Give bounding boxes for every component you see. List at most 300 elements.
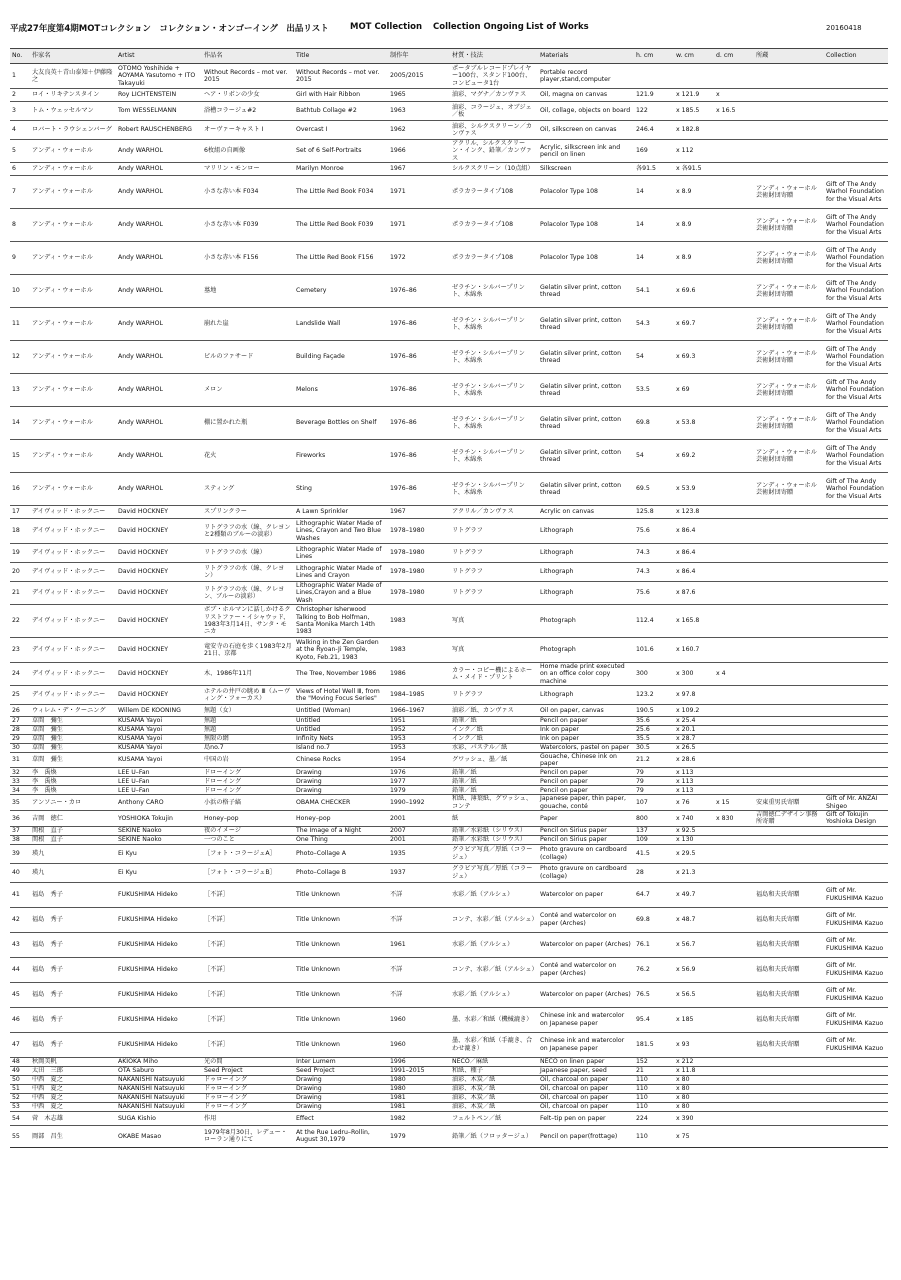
cell-height: 152 (634, 1057, 674, 1066)
cell-artist: Roy LICHTENSTEIN (116, 89, 202, 102)
cell-height: 54 (634, 439, 674, 472)
cell-title-ja: リトグラフの水（線、クレヨン） (202, 562, 294, 581)
cell-depth (714, 581, 754, 604)
cell-collection: Gift of Mr. ANZAI Shigeo (824, 795, 888, 811)
table-row (10, 241, 888, 274)
cell-collection-ja (754, 844, 824, 863)
cell-collection-ja: 安東重男氏寄贈 (754, 795, 824, 811)
table-row (10, 863, 888, 882)
cell-artist: LEE U–Fan (116, 768, 202, 777)
header-collection: Collection (824, 49, 888, 64)
cell-collection-ja (754, 89, 824, 102)
cell-artist: KUSAMA Yayoi (116, 743, 202, 752)
cell-collection-ja (754, 662, 824, 685)
cell-title: Untitled (294, 725, 388, 734)
cell-no: 34 (10, 786, 30, 795)
cell-width: x 80 (674, 1084, 714, 1093)
table-body (10, 64, 888, 1148)
cell-title: Without Records – mot ver. 2015 (294, 64, 388, 89)
cell-width: x 86.4 (674, 518, 714, 543)
cell-materials: Home made print executed on an office color copy machine (538, 662, 634, 685)
cell-year: 1971 (388, 208, 450, 241)
cell-no: 17 (10, 505, 30, 518)
cell-title: Photo–Collage A (294, 844, 388, 863)
cell-height: 75.6 (634, 581, 674, 604)
cell-collection-ja: アンディ・ウォーホル芸術財団寄贈 (754, 241, 824, 274)
cell-depth (714, 704, 754, 716)
cell-artist: LEE U–Fan (116, 777, 202, 786)
cell-height: 224 (634, 1111, 674, 1125)
cell-title: Cemetery (294, 274, 388, 307)
cell-width: x 212 (674, 1057, 714, 1066)
cell-materials: Polacolor Type 108 (538, 208, 634, 241)
title-english-1: MOT Collection (350, 22, 423, 32)
cell-width: x 123.8 (674, 505, 714, 518)
cell-no: 21 (10, 581, 30, 604)
cell-title-ja: ［不詳］ (202, 882, 294, 907)
cell-year: 1937 (388, 863, 450, 882)
cell-title: Title Unknown (294, 982, 388, 1007)
cell-collection-ja (754, 1075, 824, 1084)
cell-depth (714, 208, 754, 241)
cell-depth (714, 637, 754, 662)
cell-collection: Gift of The Andy Warhol Foundation for the Visual Arts (824, 274, 888, 307)
cell-materials-ja: 水彩、パステル／紙 (450, 743, 538, 752)
cell-artist-ja: 中西 夏之 (30, 1084, 116, 1093)
cell-materials-ja: 鉛筆／紙（フロッタージュ） (450, 1125, 538, 1147)
cell-title-ja: 島no.7 (202, 743, 294, 752)
cell-depth (714, 1075, 754, 1084)
cell-materials: Oil, charcoal on paper (538, 1093, 634, 1102)
cell-artist-ja: アンディ・ウォーホル (30, 472, 116, 505)
cell-artist: SUGA Kishio (116, 1111, 202, 1125)
cell-collection-ja (754, 505, 824, 518)
header-collection-ja: 所蔵 (754, 49, 824, 64)
cell-materials: Acrylic on canvas (538, 505, 634, 518)
cell-width: x 各91.5 (674, 162, 714, 175)
cell-materials-ja: シルクスクリーン（10点組） (450, 162, 538, 175)
cell-no: 20 (10, 562, 30, 581)
cell-height: 30.5 (634, 743, 674, 752)
cell-year: 1978–1980 (388, 543, 450, 562)
cell-artist: NAKANISHI Natsuyuki (116, 1102, 202, 1111)
cell-artist: FUKUSHIMA Hideko (116, 882, 202, 907)
cell-depth (714, 982, 754, 1007)
cell-title-ja: ヘア・リボンの少女 (202, 89, 294, 102)
cell-collection: Gift of The Andy Warhol Foundation for the Visual Arts (824, 373, 888, 406)
cell-artist: AKIOKA Miho (116, 1057, 202, 1066)
cell-title: Effect (294, 1111, 388, 1125)
cell-artist-ja: アンディ・ウォーホル (30, 208, 116, 241)
cell-collection: Gift of Mr. FUKUSHIMA Kazuo (824, 982, 888, 1007)
cell-artist: David HOCKNEY (116, 662, 202, 685)
cell-title: Title Unknown (294, 932, 388, 957)
cell-height: 121.9 (634, 89, 674, 102)
cell-height: 各91.5 (634, 162, 674, 175)
cell-artist-ja: 福島 秀子 (30, 982, 116, 1007)
cell-title-ja: ［不詳］ (202, 932, 294, 957)
cell-title: Untitled (Woman) (294, 704, 388, 716)
cell-collection-ja (754, 543, 824, 562)
cell-title-ja: ドローイング (202, 768, 294, 777)
cell-materials-ja: 鉛筆／水彩紙（シリウス） (450, 835, 538, 844)
cell-height: 21.2 (634, 752, 674, 768)
cell-materials-ja: グラビア写真／厚紙（コラージュ） (450, 863, 538, 882)
cell-collection-ja: 福島和夫氏寄贈 (754, 1032, 824, 1057)
cell-artist: Ei Kyu (116, 844, 202, 863)
cell-depth (714, 241, 754, 274)
cell-no: 29 (10, 734, 30, 743)
cell-year: 1976–86 (388, 340, 450, 373)
cell-artist-ja: デイヴィッド・ホックニー (30, 662, 116, 685)
works-table (10, 48, 888, 1148)
cell-collection-ja (754, 637, 824, 662)
cell-no: 25 (10, 685, 30, 704)
cell-collection-ja (754, 64, 824, 89)
cell-materials: Photo gravure on cardboard (collage) (538, 863, 634, 882)
cell-artist: Willem DE KOONING (116, 704, 202, 716)
table-row (10, 89, 888, 102)
cell-height: 41.5 (634, 844, 674, 863)
cell-title: Lithographic Water Made of Lines (294, 543, 388, 562)
cell-materials-ja: ポラカラータイプ108 (450, 175, 538, 208)
cell-height: 54 (634, 340, 674, 373)
cell-artist: David HOCKNEY (116, 685, 202, 704)
cell-artist-ja: 草間 彌生 (30, 752, 116, 768)
cell-collection: Gift of Mr. FUKUSHIMA Kazuo (824, 932, 888, 957)
cell-no: 36 (10, 811, 30, 827)
cell-artist-ja: 福島 秀子 (30, 1007, 116, 1032)
cell-no: 37 (10, 826, 30, 835)
cell-materials-ja: インク／紙 (450, 734, 538, 743)
cell-depth (714, 140, 754, 163)
cell-width: x 130 (674, 835, 714, 844)
cell-title-ja: ドゥローイング (202, 1075, 294, 1084)
cell-title: Drawing (294, 777, 388, 786)
cell-title-ja: 無限の網 (202, 734, 294, 743)
cell-no: 54 (10, 1111, 30, 1125)
cell-materials-ja: 和紙、薄葉紙、グワッシュ、コンテ (450, 795, 538, 811)
cell-title: Island no.7 (294, 743, 388, 752)
cell-artist-ja: 福島 秀子 (30, 907, 116, 932)
cell-collection-ja: アンディ・ウォーホル芸術財団寄贈 (754, 472, 824, 505)
cell-depth: x 830 (714, 811, 754, 827)
cell-title-ja: 浴槽コラージュ#2 (202, 102, 294, 121)
cell-artist: Andy WARHOL (116, 140, 202, 163)
cell-title-ja: 無題 (202, 716, 294, 725)
cell-year: 1991–2015 (388, 1066, 450, 1075)
cell-materials: NECO on linen paper (538, 1057, 634, 1066)
cell-materials-ja: 鉛筆／紙 (450, 716, 538, 725)
cell-materials: Photo gravure on cardboard (collage) (538, 844, 634, 863)
cell-height: 21 (634, 1066, 674, 1075)
cell-height: 95.4 (634, 1007, 674, 1032)
cell-materials: Chinese ink and watercolor on Japanese paper (538, 1032, 634, 1057)
table-row (10, 811, 888, 827)
cell-materials-ja: リトグラフ (450, 581, 538, 604)
cell-year: 2001 (388, 835, 450, 844)
cell-title: Inter Lumem (294, 1057, 388, 1066)
cell-materials-ja: リトグラフ (450, 562, 538, 581)
cell-title: The Little Red Book F039 (294, 208, 388, 241)
cell-width: x 113 (674, 777, 714, 786)
cell-depth (714, 752, 754, 768)
cell-title: Seed Project (294, 1066, 388, 1075)
cell-no: 52 (10, 1093, 30, 1102)
cell-materials-ja: グラビア写真／厚紙（コラージュ） (450, 844, 538, 863)
cell-artist-ja: アンディ・ウォーホル (30, 340, 116, 373)
table-row (10, 835, 888, 844)
cell-collection (824, 704, 888, 716)
cell-materials: Pencil on paper (538, 777, 634, 786)
cell-collection-ja (754, 562, 824, 581)
cell-depth (714, 743, 754, 752)
cell-collection-ja (754, 604, 824, 637)
cell-collection (824, 1066, 888, 1075)
cell-height: 137 (634, 826, 674, 835)
cell-collection-ja (754, 1125, 824, 1147)
cell-depth (714, 863, 754, 882)
table-row (10, 1084, 888, 1093)
cell-title: Lithographic Water Made of Lines and Crayon (294, 562, 388, 581)
cell-title: Building Façade (294, 340, 388, 373)
cell-artist: OTA Saburo (116, 1066, 202, 1075)
cell-no: 26 (10, 704, 30, 716)
cell-year: 1953 (388, 743, 450, 752)
cell-materials: Oil, magna on canvas (538, 89, 634, 102)
cell-artist: Robert RAUSCHENBERG (116, 121, 202, 140)
cell-no: 55 (10, 1125, 30, 1147)
cell-no: 5 (10, 140, 30, 163)
cell-width: x 69.7 (674, 307, 714, 340)
cell-collection: Gift of Mr. FUKUSHIMA Kazuo (824, 907, 888, 932)
cell-title: Drawing (294, 1084, 388, 1093)
cell-year: 1962 (388, 121, 450, 140)
cell-collection (824, 562, 888, 581)
table-row (10, 786, 888, 795)
cell-depth (714, 1057, 754, 1066)
cell-no: 4 (10, 121, 30, 140)
cell-collection-ja (754, 826, 824, 835)
cell-collection (824, 637, 888, 662)
header-no: No. (10, 49, 30, 64)
cell-title: Set of 6 Self-Portraits (294, 140, 388, 163)
document-date: 20160418 (826, 24, 862, 32)
header-title-ja: 作品名 (202, 49, 294, 64)
cell-width: x 28.6 (674, 752, 714, 768)
cell-artist: YOSHIOKA Tokujin (116, 811, 202, 827)
cell-materials-ja: 写真 (450, 637, 538, 662)
cell-no: 53 (10, 1102, 30, 1111)
cell-collection-ja: 福島和夫氏寄贈 (754, 932, 824, 957)
cell-height: 109 (634, 835, 674, 844)
cell-materials-ja: NECO／麻紙 (450, 1057, 538, 1066)
cell-title-ja: ［不詳］ (202, 982, 294, 1007)
cell-collection-ja (754, 1102, 824, 1111)
cell-materials: Lithograph (538, 581, 634, 604)
cell-no: 40 (10, 863, 30, 882)
cell-no: 2 (10, 89, 30, 102)
table-row (10, 1032, 888, 1057)
cell-title: Honey–pop (294, 811, 388, 827)
cell-collection: Gift of Mr. FUKUSHIMA Kazuo (824, 882, 888, 907)
cell-height: 54.1 (634, 274, 674, 307)
cell-no: 49 (10, 1066, 30, 1075)
cell-title-ja: 一つのこと (202, 835, 294, 844)
cell-artist: David HOCKNEY (116, 637, 202, 662)
cell-title: Infinity Nets (294, 734, 388, 743)
cell-year: 1990–1992 (388, 795, 450, 811)
cell-materials-ja: コンテ、水彩／紙（アルシュ） (450, 907, 538, 932)
cell-year: 1983 (388, 604, 450, 637)
cell-width: x 165.8 (674, 604, 714, 637)
cell-depth (714, 121, 754, 140)
cell-height: 35.6 (634, 716, 674, 725)
cell-title: Bathtub Collage #2 (294, 102, 388, 121)
cell-artist-ja: 李 禹煥 (30, 786, 116, 795)
cell-collection-ja (754, 725, 824, 734)
cell-title-ja: 小浜の格子縞 (202, 795, 294, 811)
cell-collection (824, 863, 888, 882)
cell-height: 79 (634, 768, 674, 777)
cell-materials-ja: ゼラチン・シルバープリント、木綿糸 (450, 439, 538, 472)
cell-artist-ja: 関根 直子 (30, 835, 116, 844)
cell-no: 47 (10, 1032, 30, 1057)
cell-materials-ja: 油彩、木炭／紙 (450, 1075, 538, 1084)
cell-artist: Anthony CARO (116, 795, 202, 811)
cell-collection (824, 716, 888, 725)
cell-height: 181.5 (634, 1032, 674, 1057)
cell-width: x 20.1 (674, 725, 714, 734)
cell-title: Lithographic Water Made of Lines, Crayon and Two Blue Washes (294, 518, 388, 543)
cell-height: 123.2 (634, 685, 674, 704)
cell-title-ja: スプリンクラー (202, 505, 294, 518)
cell-depth (714, 505, 754, 518)
cell-title-ja: 夜のイメージ (202, 826, 294, 835)
cell-materials: Gelatin silver print, cotton thread (538, 340, 634, 373)
cell-collection-ja (754, 685, 824, 704)
cell-title: Sting (294, 472, 388, 505)
cell-materials: Oil on paper, canvas (538, 704, 634, 716)
table-row (10, 439, 888, 472)
cell-depth (714, 162, 754, 175)
cell-materials: Oil, charcoal on paper (538, 1084, 634, 1093)
cell-height: 74.3 (634, 562, 674, 581)
table-row (10, 725, 888, 734)
cell-artist-ja: アンディ・ウォーホル (30, 274, 116, 307)
cell-materials: Portable record player,stand,computer (538, 64, 634, 89)
cell-materials: Lithograph (538, 685, 634, 704)
cell-title: Title Unknown (294, 1007, 388, 1032)
cell-collection-ja: アンディ・ウォーホル芸術財団寄贈 (754, 274, 824, 307)
cell-title: Views of Hotel Well Ⅲ, from the "Moving Focus Series" (294, 685, 388, 704)
cell-title: Girl with Hair Ribbon (294, 89, 388, 102)
cell-depth (714, 685, 754, 704)
cell-width: x 53.9 (674, 472, 714, 505)
cell-width: x 8.9 (674, 208, 714, 241)
cell-title: Walking in the Zen Garden at the Ryoan-Ji Temple, Kyoto, Feb.21, 1983 (294, 637, 388, 662)
cell-title-ja: ［フォト・コラージュA］ (202, 844, 294, 863)
cell-artist: FUKUSHIMA Hideko (116, 957, 202, 982)
cell-materials: Pencil on paper(frottage) (538, 1125, 634, 1147)
cell-width: x 86.4 (674, 543, 714, 562)
cell-no: 1 (10, 64, 30, 89)
cell-materials: Pencil on Sirius paper (538, 826, 634, 835)
cell-depth (714, 543, 754, 562)
cell-collection (824, 1084, 888, 1093)
cell-collection-ja (754, 1066, 824, 1075)
cell-collection-ja: 福島和夫氏寄贈 (754, 1007, 824, 1032)
cell-materials-ja: 紙 (450, 811, 538, 827)
cell-width: x 56.9 (674, 957, 714, 982)
cell-no: 3 (10, 102, 30, 121)
cell-collection-ja (754, 1057, 824, 1066)
table-row (10, 581, 888, 604)
cell-title-ja: 小さな赤い本 F156 (202, 241, 294, 274)
cell-depth (714, 307, 754, 340)
table-row (10, 957, 888, 982)
table-row (10, 406, 888, 439)
cell-width: x 56.5 (674, 982, 714, 1007)
cell-artist-ja: デイヴィッド・ホックニー (30, 518, 116, 543)
cell-materials-ja: ポラカラータイプ108 (450, 208, 538, 241)
cell-height: 14 (634, 241, 674, 274)
cell-width: x 75 (674, 1125, 714, 1147)
cell-collection (824, 581, 888, 604)
cell-year: 1976–86 (388, 439, 450, 472)
cell-collection (824, 1075, 888, 1084)
cell-no: 19 (10, 543, 30, 562)
cell-year: 1954 (388, 752, 450, 768)
cell-collection: Gift of The Andy Warhol Foundation for the Visual Arts (824, 406, 888, 439)
cell-title-ja: リトグラフの水（線、クレヨン、ブルーの淡彩） (202, 581, 294, 604)
cell-width: x 92.5 (674, 826, 714, 835)
cell-height: 14 (634, 175, 674, 208)
cell-materials-ja: 油彩、シルクスクリーン／カンヴァス (450, 121, 538, 140)
cell-materials: Polacolor Type 108 (538, 175, 634, 208)
cell-materials: Pencil on paper (538, 786, 634, 795)
cell-materials: Chinese ink and watercolor on Japanese paper (538, 1007, 634, 1032)
cell-title-ja: 無題 (202, 725, 294, 734)
cell-depth (714, 725, 754, 734)
cell-height: 300 (634, 662, 674, 685)
cell-depth (714, 716, 754, 725)
cell-collection (824, 1093, 888, 1102)
cell-year: 1972 (388, 241, 450, 274)
cell-artist: OTOMO Yoshihide + AOYAMA Yasutomo + ITO Takayuki (116, 64, 202, 89)
cell-materials: Gelatin silver print, cotton thread (538, 472, 634, 505)
cell-materials-ja: 水彩／紙（アルシュ） (450, 982, 538, 1007)
cell-year: 1980 (388, 1075, 450, 1084)
header-year: 制作年 (388, 49, 450, 64)
cell-materials-ja: ゼラチン・シルバープリント、木綿糸 (450, 373, 538, 406)
cell-materials: Pencil on paper (538, 768, 634, 777)
cell-depth (714, 406, 754, 439)
cell-depth (714, 1093, 754, 1102)
table-row (10, 472, 888, 505)
cell-depth (714, 1125, 754, 1147)
cell-year: 2007 (388, 826, 450, 835)
cell-collection-ja (754, 743, 824, 752)
cell-year: 1982 (388, 1111, 450, 1125)
cell-year: 1976–86 (388, 274, 450, 307)
cell-depth (714, 175, 754, 208)
cell-no: 14 (10, 406, 30, 439)
cell-no: 48 (10, 1057, 30, 1066)
cell-depth: x 4 (714, 662, 754, 685)
table-row (10, 777, 888, 786)
cell-title: Overcast Ⅰ (294, 121, 388, 140)
